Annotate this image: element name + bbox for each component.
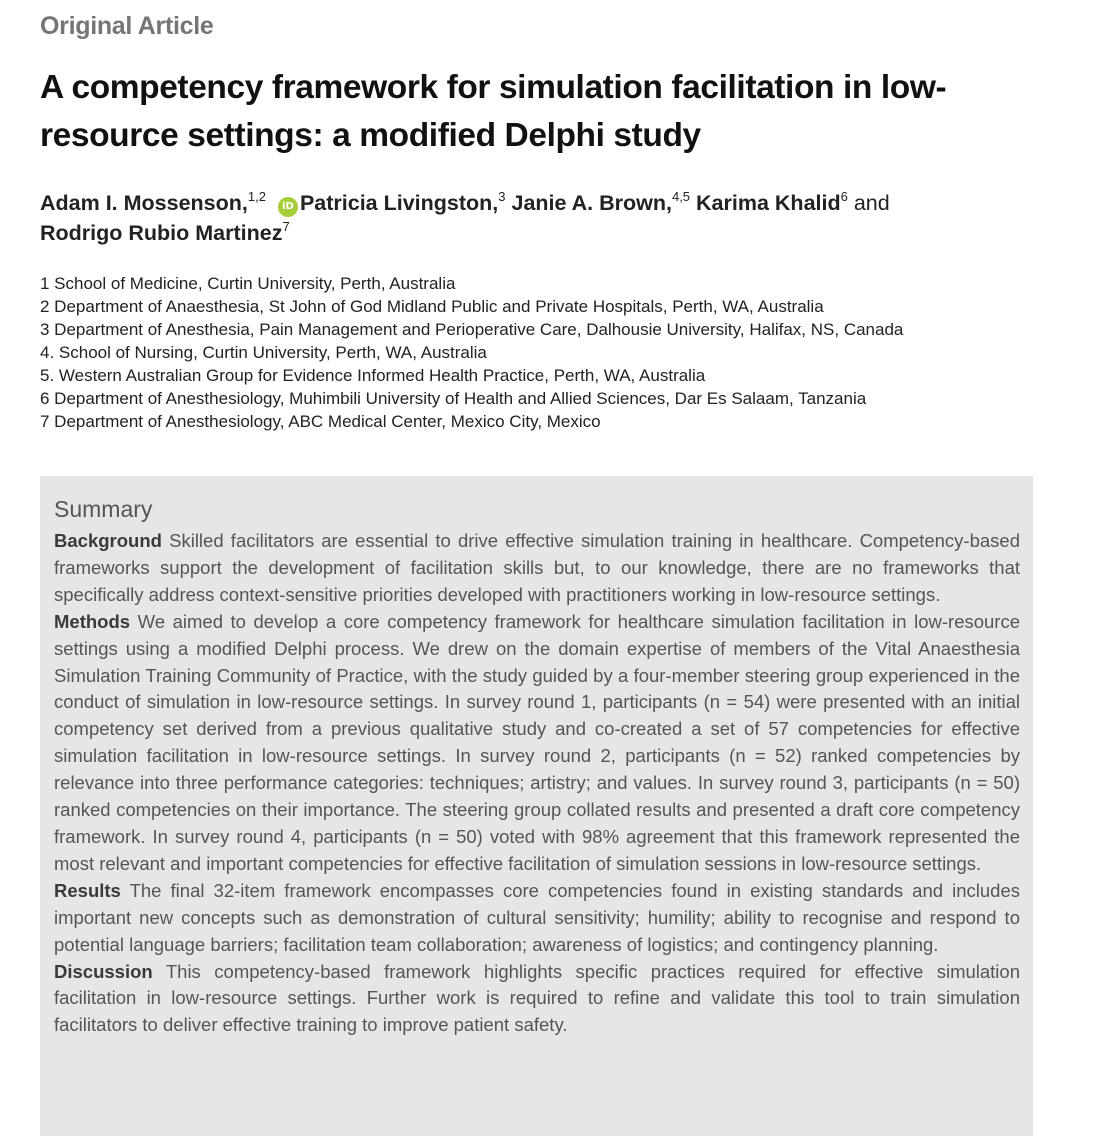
section-text: The final 32-item framework encompasses core competencies found in existing standards and includes important new concepts such as demonstration of cultural sensitivity; humility; ability to recognise and respond to potential language barriers; facilitation team collaboration; awareness of logistics; and contingency planning.	[54, 879, 1020, 955]
author-affiliation-sup: 4,5	[671, 189, 691, 204]
affiliation-item: 3 Department of Anesthesia, Pain Management and Perioperative Care, Dalhousie University, Halifax, NS, Canada	[40, 320, 904, 339]
summary-section-methods	[54, 609, 1020, 878]
summary-body	[54, 528, 1020, 1039]
section-label: Background	[54, 530, 162, 551]
section-label: Discussion	[54, 960, 153, 982]
summary-heading: Summary	[54, 496, 153, 522]
author-name[interactable]: Karima Khalid	[696, 191, 841, 215]
section-label: Methods	[54, 610, 131, 632]
affiliation-item: 1 School of Medicine, Curtin University, Perth, Australia	[40, 274, 456, 293]
author-name[interactable]: Rodrigo Rubio Martinez	[40, 221, 283, 245]
section-text: We aimed to develop a core competency framework for healthcare simulation facilitation in low-resource settings using a modified Delphi process. We drew on the domain expertise of members of the Vital Anaesthesia Simulation Training Community of Practice, with the study guided by a four-member steering group experienced in the conduct of simulation in low-resource settings. In survey round 1, participants (n = 54) were presented with an initial competency set derived from a previous qualitative study and co-created a set of 57 competencies for effective simulation facilitation in low-resource settings. In survey round 2, participants (n = 52) ranked competencies by relevance into three performance categories: techniques; artistry; and values. In survey round 3, participants (n = 50) ranked competencies on their importance. The steering group collated results and presented a draft core competency framework. In survey round 4, participants (n = 50) voted with 98% agreement that this framework represented the most relevant and important competencies for effective facilitation of simulation sessions in low-resource settings.	[54, 610, 1021, 874]
author-affiliation-sup: 3	[498, 189, 506, 204]
author-affiliation-sup: 6	[840, 189, 848, 204]
author-name[interactable]: Adam I. Mossenson,	[40, 191, 248, 215]
orcid-icon[interactable]: iD	[278, 197, 298, 217]
summary-section-background	[54, 528, 1020, 609]
affiliation-item: 5. Western Australian Group for Evidence Informed Health Practice, Perth, WA, Australia	[40, 366, 706, 385]
summary-section-discussion	[54, 959, 1020, 1040]
author-list	[40, 188, 1080, 248]
section-text: Skilled facilitators are essential to drive effective simulation training in healthcare. Competency-based frameworks support the development of facilitation skills but, to our knowledge, there are no frameworks that specifically address context-sensitive priorities developed with practitioners working in low-resource settings.	[54, 530, 1020, 605]
summary-section-results	[54, 878, 1020, 959]
article-title: A competency framework for simulation facilitation in low-resource settings: a modified Delphi study	[40, 69, 947, 154]
affiliation-item: 2 Department of Anaesthesia, St John of God Midland Public and Private Hospitals, Perth, WA, Australia	[40, 297, 824, 316]
affiliation-list	[40, 272, 1090, 433]
affiliation-item: 6 Department of Anesthesiology, Muhimbili University of Health and Allied Sciences, Dar Es Salaam, Tanzania	[40, 389, 867, 408]
affiliation-item: 4. School of Nursing, Curtin University, Perth, WA, Australia	[40, 343, 487, 362]
author-name[interactable]: Patricia Livingston,	[299, 191, 499, 215]
section-text: This competency-based framework highlights specific practices required for effective simulation facilitation in low-resource settings. Further work is required to refine and validate this tool to train simulation facilitators to deliver effective training to improve patient safety.	[54, 960, 1020, 1036]
author-affiliation-sup: 1,2	[247, 189, 266, 204]
summary-box	[40, 476, 1033, 1136]
author-conjunction: and	[853, 191, 890, 215]
section-label: Results	[54, 879, 121, 901]
article-type-label: Original Article	[40, 12, 214, 40]
author-name[interactable]: Janie A. Brown,	[511, 191, 672, 215]
author-affiliation-sup: 7	[282, 219, 290, 234]
affiliation-item: 7 Department of Anesthesiology, ABC Medical Center, Mexico City, Mexico	[40, 412, 601, 431]
